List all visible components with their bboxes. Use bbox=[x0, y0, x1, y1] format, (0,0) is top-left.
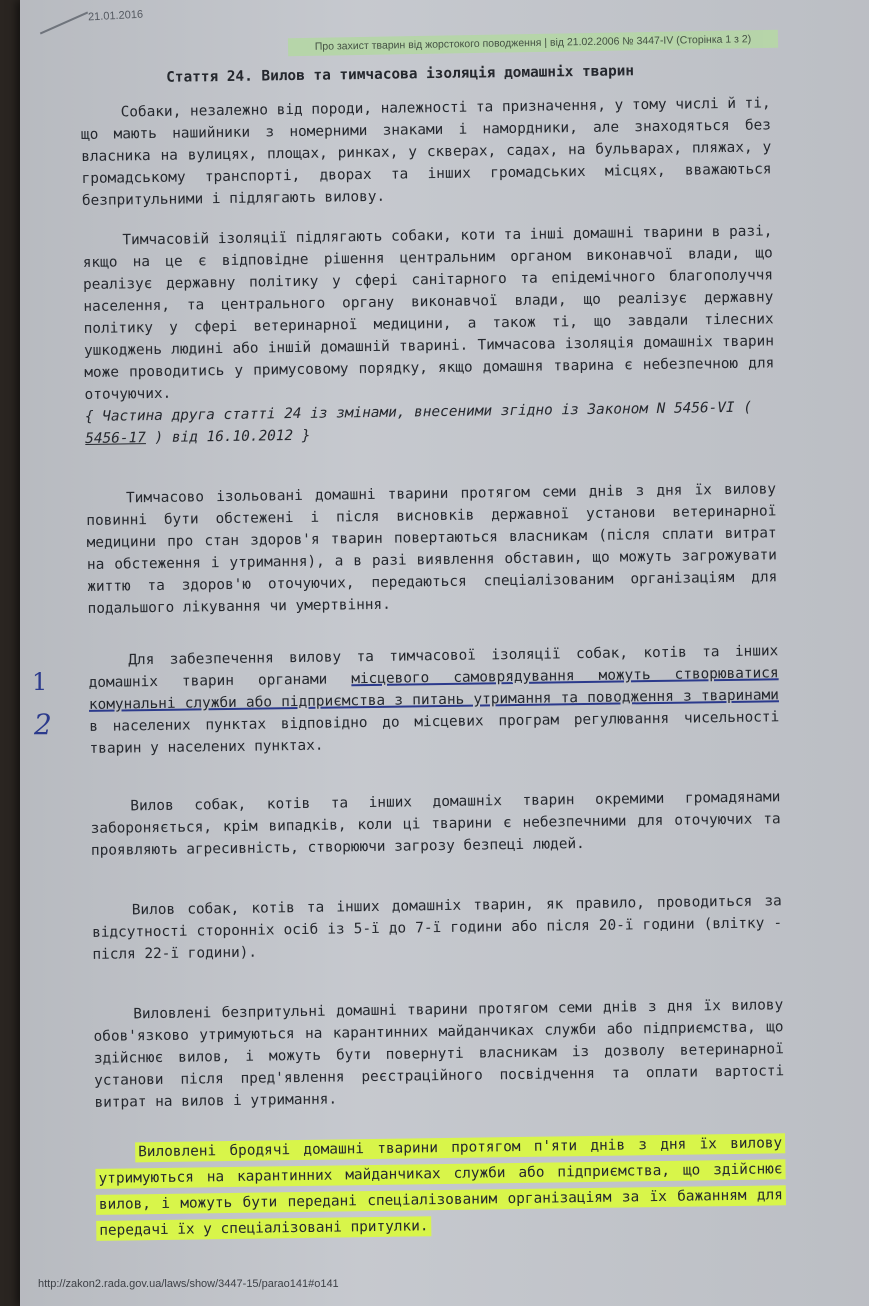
paragraph-4 bbox=[88, 640, 779, 760]
paragraph-6: Вилов собак, котів та інших домашніх тварин, як правило, проводиться за відсутності сторонніх осіб із 5-ї до 7-ї години або після 20-ї години (влітку - після 22-ї години). bbox=[92, 893, 783, 963]
paragraph-3: Тимчасово ізольовані домашні тварини протягом семи днів з дня їх вилову повинні бути обстежені і після висновків державної установи ветеринарної медицини про стан здоров'я тварин повертаються власникам (після сплати витрат на обстеження і утримання), а в разі виявлення обставин, що можуть загрожувати життю та здоров'ю оточуючих, передаються спеціалізованим організаціям для подальшого лікування чи умертвіння. bbox=[86, 481, 778, 617]
note-text-start: { Частина друга статті 24 із змінами, внесеними згідно із Законом N 5456-VI ( bbox=[84, 399, 753, 425]
print-date: 21.01.2016 bbox=[87, 8, 144, 24]
article-title: Стаття 24. Вилов та тимчасова ізоляція домашніх тварин bbox=[166, 63, 635, 86]
paragraph-7: Виловлені безпритульні домашні тварини протягом семи днів з дня їх вилову обов'язково утримуються на карантинних майданчиках служби або підприємства, що здійснює вилов, і можуть бути повернуті власникам із дозволу ветеринарної установи після пред'явлення реєстраційного посвідчення та оплати вартості витрат на вилов і утримання. bbox=[93, 997, 785, 1111]
handwritten-mark-1: 1 bbox=[32, 668, 48, 696]
underlined-passage: місцевого самоврядування можуть створюватися комунальні служби або підприємства з питань утримання та поводження з тваринами bbox=[88, 665, 779, 713]
pen-stroke bbox=[40, 12, 88, 35]
paragraph-4-end: в населених пунктах відповідно до місцевих програм регулювання чисельності тварин у населених пунктах. bbox=[89, 709, 780, 757]
document-reference-header: Про захист тварин від жорстокого поводження | від 21.02.2006 № 3447-IV (Сторінка 1 з 2) bbox=[288, 30, 778, 57]
paragraph-5: Вилов собак, котів та інших домашніх тварин окремими громадянами забороняється, крім випадків, коли ці тварини є небезпечними для оточуючих та проявляють агресивність, створюючи загрозу безпеці людей. bbox=[90, 789, 781, 859]
document-page bbox=[20, 0, 869, 1306]
article-body bbox=[80, 54, 787, 1262]
paragraph-8 bbox=[95, 1130, 786, 1244]
highlighted-passage: Виловлені бродячі домашні тварини протягом п'яти днів з дня їх вилову утримуються на карантинних майданчиках служби або підприємства, що здійснює вилов, і можуть бути передані спеціалізованим організаціям за їх бажанням для передачі їх у спеціалізовані притулки. bbox=[95, 1133, 786, 1241]
handwritten-mark-2: 2 bbox=[34, 708, 52, 741]
law-reference-link[interactable]: 5456-17 bbox=[85, 430, 146, 447]
source-url: http://zakon2.rada.gov.ua/laws/show/3447-15/parao141#o141 bbox=[38, 1278, 339, 1290]
amendment-note bbox=[85, 396, 776, 450]
note-text-end: ) від 16.10.2012 } bbox=[154, 427, 311, 446]
paragraph-1: Собаки, незалежно від породи, належності та призначення, у тому числі й ті, що мають нашийники з номерними знаками і намордники, але знаходяться без власника на вулицях, площах, ринках, у скверах, садах, на бульварах, пляжах, у громадському транспорті, дворах та інших громадських місцях, вважаються безпритульними і підлягають вилову. bbox=[80, 95, 772, 209]
paragraph-2: Тимчасовій ізоляції підлягають собаки, коти та інші домашні тварини в разі, якщо на це є відповідне рішення центральним органом виконавчої влади, що реалізує державну політику у сфері санітарного та епідемічного благополуччя населення, та центрального органу виконавчої влади, що реалізує державну політику у сфері ветеринарної медицини, а також ті, що завдали тілесних ушкоджень людині або іншій домашній тварині. Тимчасова ізоляція домашніх тварин може проводитись у примусовому порядку, якщо домашня тварина є небезпечною для оточуючих. bbox=[82, 223, 775, 403]
paragraph-4-start: Для забезпечення вилову та тимчасової ізоляції собак, котів та інших домашніх тварин органами bbox=[88, 643, 779, 691]
